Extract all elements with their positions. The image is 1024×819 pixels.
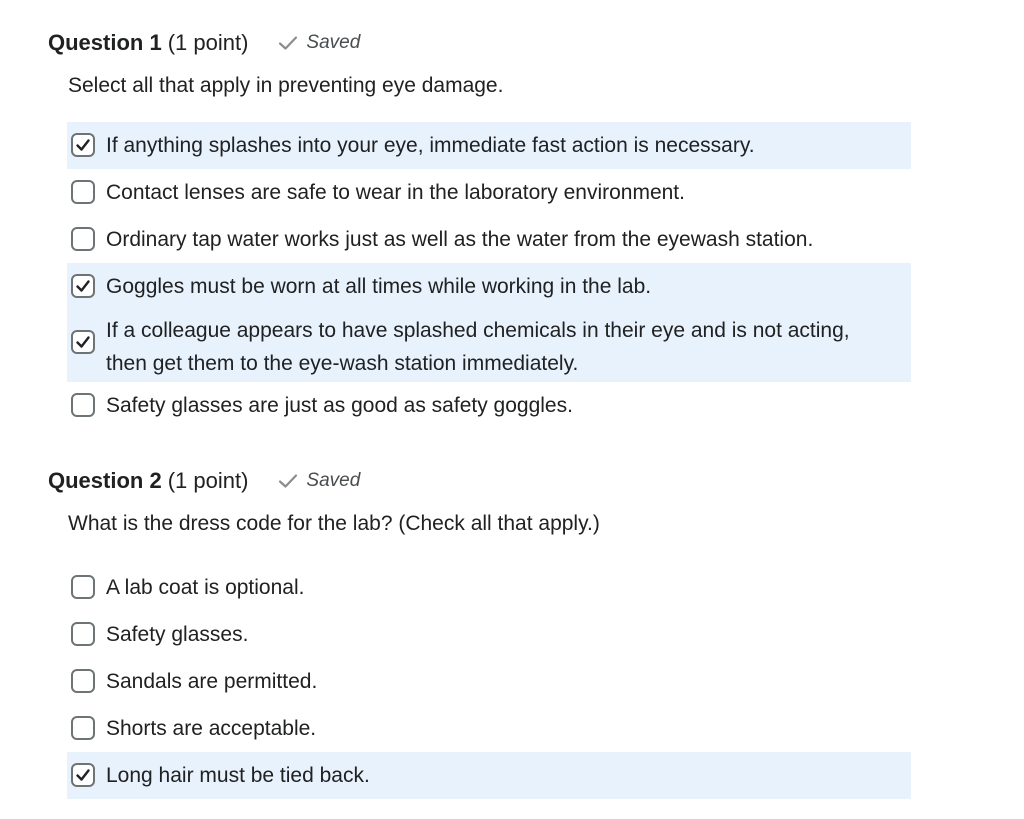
checkbox-icon[interactable]	[71, 622, 95, 646]
option-item[interactable]	[67, 611, 911, 658]
option-item[interactable]	[67, 564, 911, 611]
option-label: Ordinary tap water works just as well as the water from the eyewash station.	[106, 228, 814, 251]
question-prompt: Select all that apply in preventing eye damage.	[68, 74, 504, 97]
checkbox-icon[interactable]	[71, 330, 95, 354]
checkbox-icon[interactable]	[71, 393, 95, 417]
checkbox-icon[interactable]	[71, 274, 95, 298]
option-item[interactable]	[67, 216, 911, 263]
option-item[interactable]	[67, 122, 911, 169]
checkmark-icon	[278, 35, 298, 51]
option-label: If anything splashes into your eye, immediate fast action is necessary.	[106, 134, 755, 157]
question-2-header	[48, 464, 360, 498]
question-points: (1 point)	[167, 30, 249, 55]
checkmark-icon	[75, 334, 91, 350]
option-item[interactable]	[67, 752, 911, 799]
saved-status	[278, 470, 360, 492]
checkbox-icon[interactable]	[71, 575, 95, 599]
options-list	[67, 122, 911, 429]
checkbox-icon[interactable]	[71, 227, 95, 251]
options-list	[67, 564, 911, 799]
question-prompt: What is the dress code for the lab? (Check all that apply.)	[68, 512, 600, 535]
option-item[interactable]	[67, 658, 911, 705]
checkmark-icon	[75, 278, 91, 294]
checkmark-icon	[75, 137, 91, 153]
option-label: Contact lenses are safe to wear in the laboratory environment.	[106, 181, 685, 204]
saved-label: Saved	[306, 470, 361, 491]
option-label: Shorts are acceptable.	[106, 717, 317, 740]
question-title: Question 1	[48, 30, 162, 55]
saved-status	[278, 32, 360, 54]
checkbox-icon[interactable]	[71, 180, 95, 204]
checkmark-icon	[75, 767, 91, 783]
checkbox-icon[interactable]	[71, 133, 95, 157]
question-points: (1 point)	[167, 468, 249, 493]
option-label: Long hair must be tied back.	[106, 764, 370, 787]
option-item[interactable]	[67, 169, 911, 216]
option-label: A lab coat is optional.	[106, 576, 305, 599]
option-label: Goggles must be worn at all times while working in the lab.	[106, 275, 652, 298]
question-1-header	[48, 26, 360, 60]
option-item[interactable]	[67, 263, 911, 310]
question-title: Question 2	[48, 468, 162, 493]
checkbox-icon[interactable]	[71, 716, 95, 740]
option-label: Sandals are permitted.	[106, 670, 318, 693]
option-label: If a colleague appears to have splashed chemicals in their eye and is not acting, then get them to the eye-wash station immediately.	[106, 319, 850, 375]
option-item[interactable]	[67, 382, 911, 429]
option-label: Safety glasses.	[106, 623, 249, 646]
option-item[interactable]	[67, 705, 911, 752]
checkbox-icon[interactable]	[71, 669, 95, 693]
option-item[interactable]	[67, 310, 911, 382]
saved-label: Saved	[306, 32, 361, 53]
checkbox-icon[interactable]	[71, 763, 95, 787]
option-label: Safety glasses are just as good as safety goggles.	[106, 394, 573, 417]
checkmark-icon	[278, 473, 298, 489]
